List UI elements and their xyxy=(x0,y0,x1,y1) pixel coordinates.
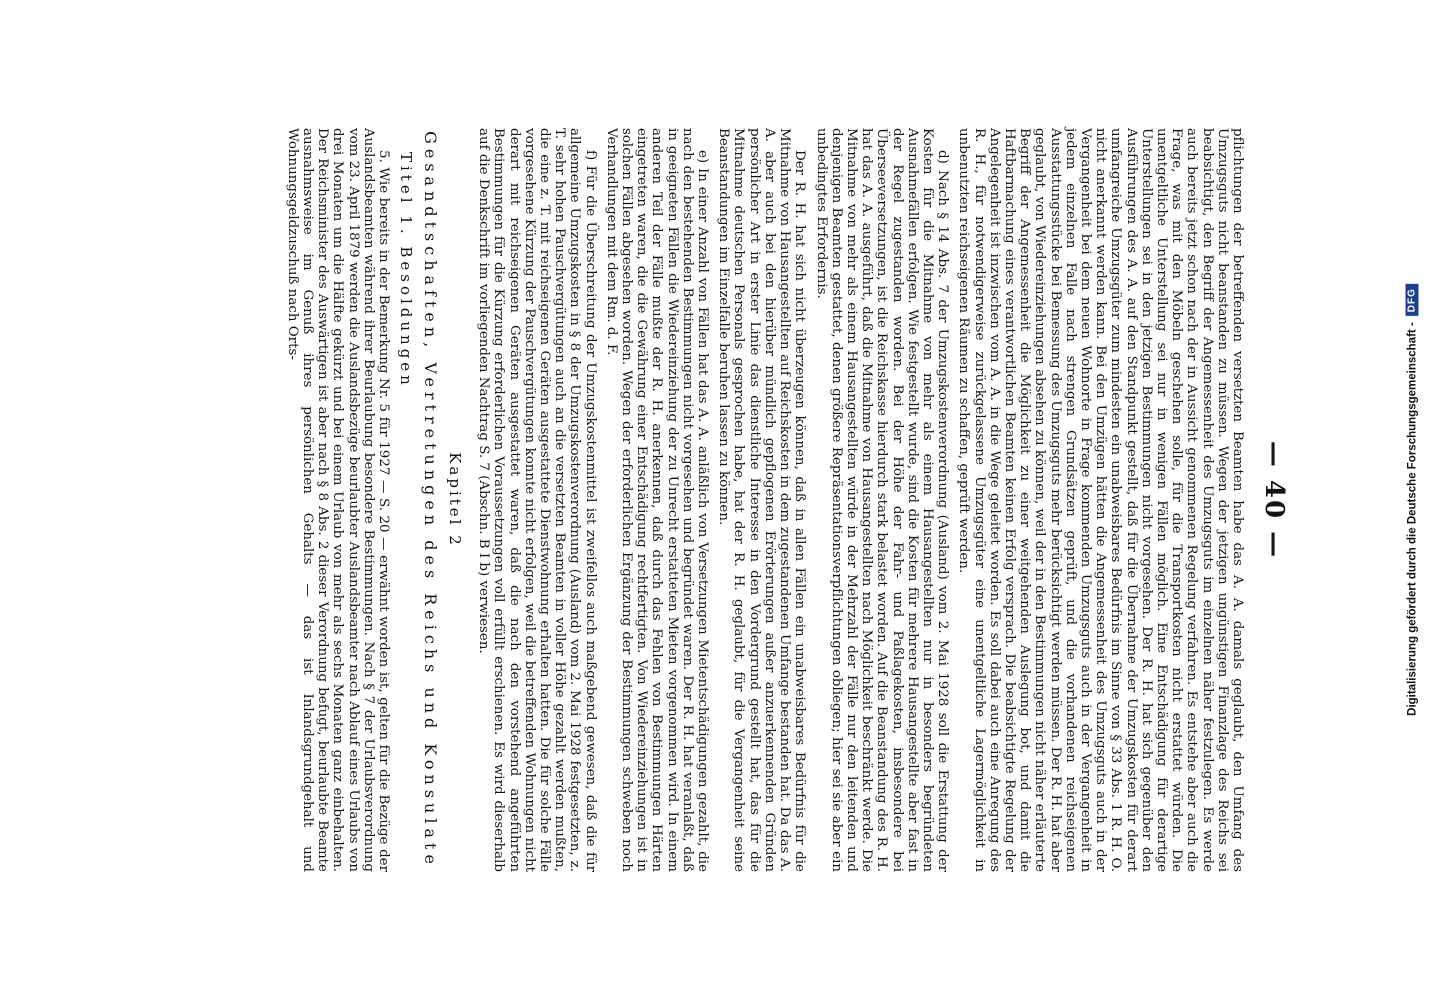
funding-note xyxy=(1406,284,1419,716)
paragraph-rh-response: Der R. H. hat sich nicht überzeugen können, daß in allen Fällen ein unabweisbares Bedürfnis für die Mitnahme von Hausangestellten auf Reichskosten in dem zugestandenen Umfange bestanden hat. Da das A. A. aber auch bei den hierüber mündlich gepflogenen Erörterungen außer anzuerkennenden Gründen persönlicher Art in erster Linie das dienstliche Interesse in den Vordergrund gestellt hat, das für die Mitnahme deutschen Personals gesprochen habe, hat der R. H. geglaubt, für die Vergangenheit seine Beanstandungen im Einzelfalle beruhen lassen zu können. xyxy=(716,128,808,872)
paragraph-e: e) In einer Anzahl von Fällen hat das A. A. anläßlich von Versetzungen Mietentschädigungen gezahlt, die nach den bestehenden Bestimmungen nicht vorgesehen und begründet waren. Der R. H. hat veranlaßt, daß in geeigneten Fällen die Wiedereinziehung der zu Unrecht erstatteten Mieten vorgenommen wird. In einem anderen Teil der Fälle mußte der R. H. anerkennen, daß durch das Fehlen von Bestimmungen Härten eingetreten waren, die die Gewährung einer Entschädigung rechtfertigten. Von Wiedereinziehungen ist in solchen Fällen abgesehen worden. Wegen der erforderlichen Ergänzung der Bestimmungen schweben noch Verhandlungen mit dem Rm. d. F. xyxy=(603,128,711,872)
paragraph-f: f) Für die Überschreitung der Umzugskostenmittel ist zweifellos auch maßgebend gewesen, daß die für allgemeine Umzugskosten in § 8 der Umzugskostenverordnung (Ausland) vom 2. Mai 1928 festgesetzten, z. T. sehr hohen Pauschvergütungen auch an die versetzten Beamten in voller Höhe gezahlt werden mußten, die eine z. T. mit reichseigenen Geräten ausgestattete Dienstwohnung erhalten hatten. Die für solche Fälle vorgesehene Kürzung der Pauschvergütungen konnte nicht erfolgen, weil die betreffenden Wohnungen nicht derart mit reichseigenen Geräten ausgestattet waren, daß die nach den vorstehend angeführten Bestimmungen für die Kürzung erforderlichen Voraussetzungen voll erfüllt erschienen. Es wird dieserhalb auf die Denkschrift im vorliegenden Nachtrag S. 7 (Abschn. B I b) verwiesen. xyxy=(476,128,598,872)
dfg-logo: DFG xyxy=(1406,284,1419,316)
chapter-title: Gesandtschaften, Vertretungen des Reichs und Konsulate xyxy=(421,131,441,869)
paragraph-d: d) Nach § 14 Abs. 7 der Umzugskostenverordnung (Ausland) vom 2. Mai 1928 soll die Erstattung der Kosten für die Mitnahme von mehr als einem Hausangestellten nur in besonders begründeten Ausnahmefällen erfolgen. Wie festgestellt wurde, sind die Kosten für mehrere Hausangestellte aber fast in der Regel zugestanden worden. Bei der Höhe der Fahr- und Paßlagekosten, insbesondere bei Überseeversetzungen, ist die Reichskasse hierdurch stark belastet worden. Auf die Beanstandung des R. H. hat das A. A. ausgeführt, daß die Mitnahme von Hausangestellten nach Möglichkeit beschränkt werde. Die Mitnahme von mehr als einem Hausangestellten würde in der Mehrzahl der Fälle nur den leitenden und denjenigen Beamten gestattet, denen größere Repräsentationsverpflichtungen obliegen; hier sei sie aber ein unbedingtes Erfordernis. xyxy=(813,128,951,872)
paragraph-continuation: pflichtungen der betreffenden versetzten Beamten habe das A. A. damals geglaubt, den Umfang des Umzugsguts nicht beanstanden zu müssen. Wegen der jetzigen ungünstigen Finanzlage des Reichs sei beabsichtigt, den Begriff der Angemessenheit des Umzugsguts im einzelnen näher festzulegen. Es werde auch bereits jetzt schon nach der in Aussicht genommenen Regelung verfahren. Es entstehe aber auch die Frage, was mit den Möbeln geschehen solle, für die Transportkosten nicht erstattet würden. Die unentgeltliche Unterstellung sei nur in wenigen Fällen möglich. Eine Entschädigung für derartige Unterstellungen sei in den jetzigen Bestimmungen nicht vorgesehen. Der R. H. hat sich gegenüber den Ausführungen des A. A. auf den Standpunkt gestellt, daß für die Übernahme der Umzugskosten für derart umfangreiche Umzugsgüter zum mindesten ein unabweisbares Bedürfnis im Sinne von § 33 Abs. 1 R. H. O. nicht anerkannt werden kann. Bei den Umzügen hätten die Angemessenheit des Umzugsguts auch in der Vergangenheit bei dem neuen Wohnorte in Frage kommenden Umzugsguts auch in der Vergangenheit in jedem einzelnen Falle nach strengen Grundsätzen geprüft, und die vorhandenen reichseigenen Ausstattungsstücke bei Bemessung des Umzugsguts mehr berücksichtigt werden müssen. Der R. H. hat aber geglaubt, von Wiedereinziehungen absehen zu können, weil der in den Bestimmungen nicht näher erläuterte Begriff der Angemessenheit die Möglichkeit zu einer weitgehenden Auslegung bot, und damit die Haftbarmachung eines verantwortlichen Beamten keinen Erfolg versprach. Die beabsichtigte Regelung der Angelegenheit ist inzwischen vom A. A. in die Wege geleitet worden. Es soll dabei auch eine Anregung des R. H., für notwendigerweise zurückgelassene Umzugsgüter eine unentgeltliche Lagermöglichkeit in unbenutzten reichseigenen Räumen zu schaffen, geprüft werden. xyxy=(956,128,1245,872)
rotated-page xyxy=(127,120,1307,880)
chapter-heading: Kapitel 2 xyxy=(446,452,465,548)
title-subheading: Titel 1. Besoldungen xyxy=(397,152,416,389)
paragraph-5: 5. Wie bereits in der Bemerkung Nr. 5 für 1927 — S. 20 — erwähnt worden ist, gelten für die Bezüge der Auslandsbeamten während ihrer Beurlaubung besondere Bestimmungen. Nach § 7 der Urlaubsverordnung vom 23. April 1879 werden die Auslandsbezüge beurlaubter Auslandsbeamter nach Ablauf eines Urlaubs von drei Monaten um die Hälfte gekürzt und bei einem Urlaub von mehr als sechs Monaten ganz einbehalten. Der Reichsminister des Auswärtigen ist aber nach § 8 Abs. 2 dieser Verordnung befugt, beurlaubte Beamte ausnahmsweise im Genuß ihres persönlichen Gehalts — das ist Inlandsgrundgehalt und Wohnungsgeldzuschuß nach Orts- xyxy=(284,128,392,872)
page-number: — 40 — xyxy=(1259,440,1289,560)
funding-text: Digitalisierung gefördert durch die Deutsche Forschungsgemeinschaft - xyxy=(1406,322,1418,716)
